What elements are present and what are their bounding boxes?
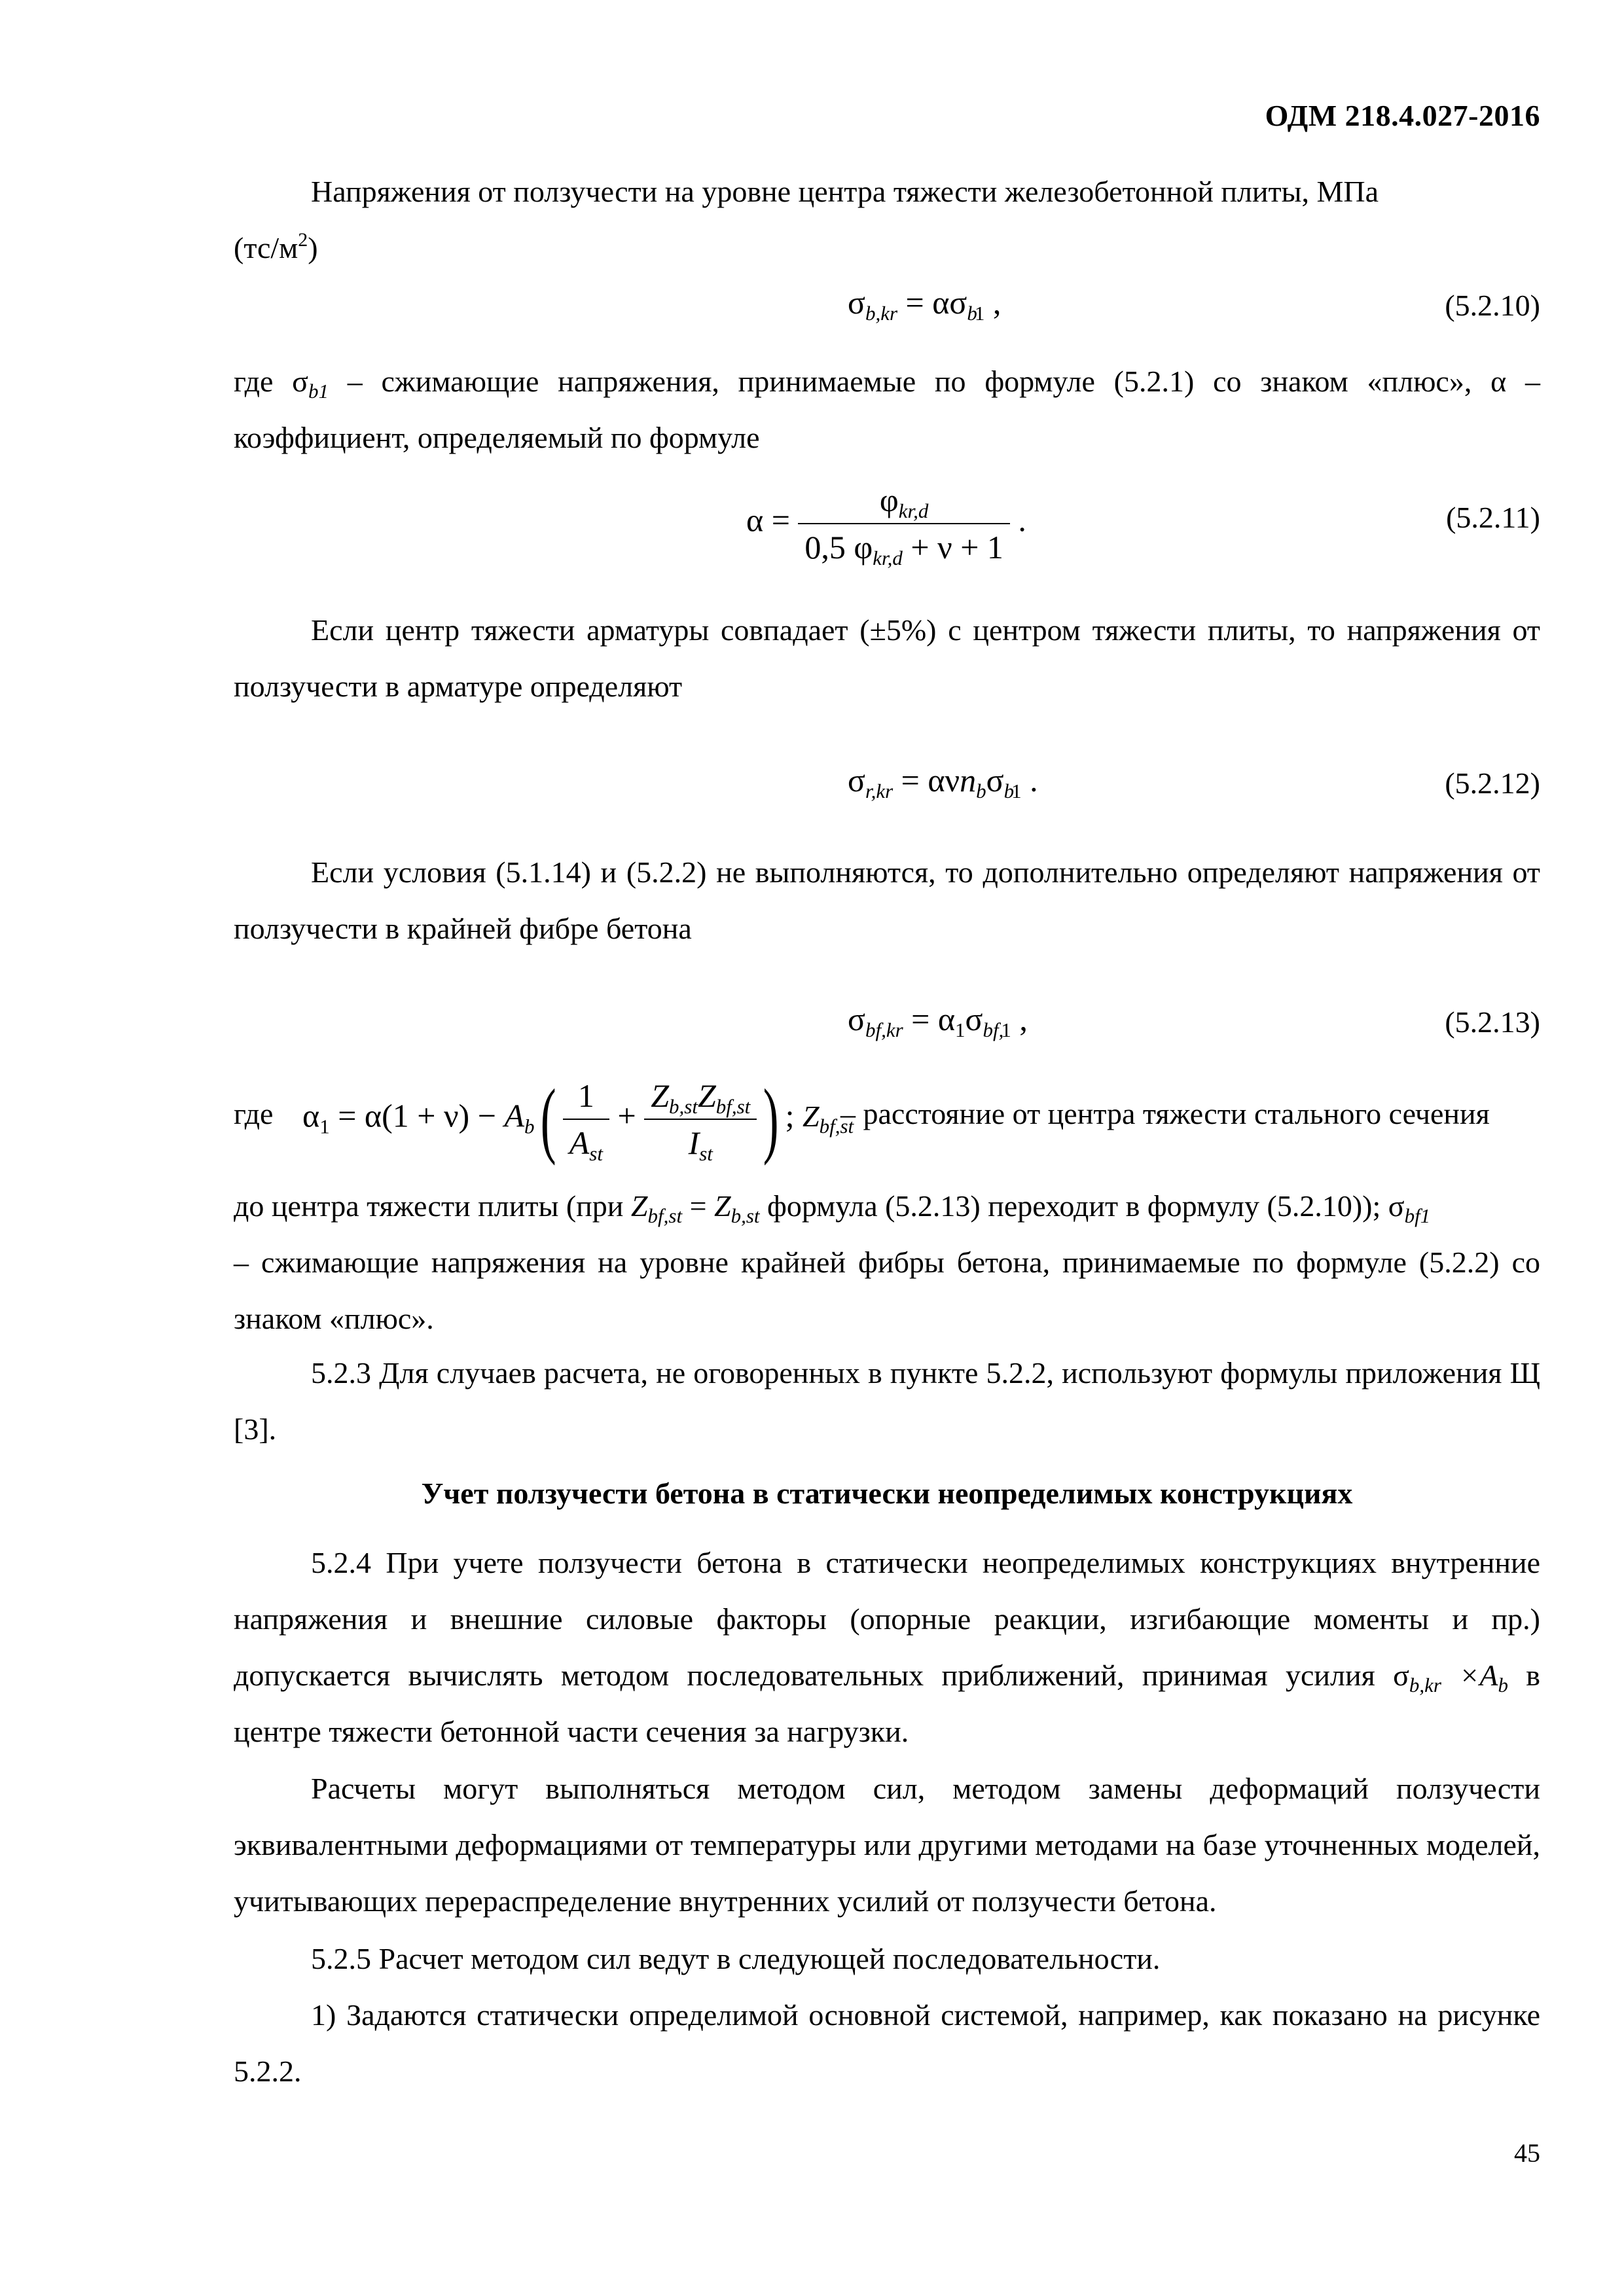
paragraph-alpha1: где $\alpha_1 = \alpha(1 + \nu) - A_b$( $\frac{1}{A_{st}}$ + $\frac{Z_{b,st}Z_{bf,st}}{I_{st}}$ ) ; $Z_{bf,st}$ – расстояние от центра тяжести стального сечения (234, 1072, 1490, 1166)
formula-5-2-13: $\sigma_{bf,kr} = \alpha_1\sigma_{bf,1}$ , (848, 1001, 1028, 1041)
paragraph-conditions: Если условия (5.1.14) и (5.2.2) не выполняются, то дополнительно определяют напряжения от ползучести в крайней фибре бетона (234, 855, 1540, 945)
section-heading: Учет ползучести бетона в статически неопределимых конструкциях (421, 1477, 1353, 1510)
paragraph-methods: Расчеты могут выполняться методом сил, методом замены деформаций ползучести эквивалентными деформациями от температуры или другими методами на базе уточненных моделей, учитывающих перераспределение внутренних усилий от ползучести бетона. (234, 1772, 1540, 1918)
paragraph-creep-stress: Напряжения от ползучести на уровне центра тяжести железобетонной плиты, МПа (311, 175, 1379, 208)
document-code: ОДМ 218.4.027-2016 (1265, 99, 1540, 132)
paragraph-reinforcement: Если центр тяжести арматуры совпадает (±5%) с центром тяжести плиты, то напряжения от ползучести в арматуре определяют (234, 613, 1540, 703)
equation-number: (5.2.13) (1445, 1005, 1540, 1039)
paragraph-compressive-stress: – сжимающие напряжения на уровне крайней фибры бетона, принимаемые по формуле (5.2.2) со знаком «плюс». (234, 1246, 1540, 1335)
paragraph-step-1: 1) Задаются статически определимой основной системой, например, как показано на рисунке 5.2.2. (234, 1998, 1540, 2088)
equation-number: (5.2.11) (1446, 501, 1540, 534)
equation-number: (5.2.10) (1445, 289, 1540, 322)
paragraph-where-sigma-b1: где $\sigma_{b1}$ – сжимающие напряжения, принимаемые по формуле (5.2.1) со знаком «плюс», α – коэффициент, определяемый по формуле (234, 365, 1541, 454)
formula-5-2-11: α = $\frac{\varphi_{kr,d}}{0,5 \varphi_{kr,d} + \nu + 1}$ . (746, 482, 1026, 569)
paragraph-5-2-5: 5.2.5 Расчет методом сил ведут в следующей последовательности. (311, 1942, 1161, 1975)
page-number: 45 (1514, 2138, 1540, 2168)
paragraph-5-2-3: 5.2.3 Для случаев расчета, не оговоренных в пункте 5.2.2, используют формулы приложения Щ [3]. (234, 1356, 1540, 1446)
paragraph-5-2-4: 5.2.4 При учете ползучести бетона в статически неопределимых конструкциях внутренние напряжения и внешние силовые факторы (опорные реакции, изгибающие моменты и пр.) допускается вычислять методом последовательных приближений, принимая усилия $\sigma_{b,kr} \times A_b$ в центре тяжести бетонной части сечения за нагрузки. (234, 1546, 1540, 1748)
equation-number: (5.2.12) (1445, 766, 1540, 800)
paragraph-units: $(тс/м^2)$ (234, 229, 318, 264)
formula-5-2-10: $\sigma_{b,kr} = \alpha\sigma_{b1}$ , (848, 284, 1001, 325)
formula-5-2-12: $\sigma_{r,kr} = \alpha\nu n_b\sigma_{b1}$ . (848, 762, 1038, 802)
formula-alpha1: $\alpha_1 = \alpha(1 + \nu) - A_b$( $\frac{1}{A_{st}}$ + $\frac{Z_{b,st}Z_{bf,st}}{I_{st}}$ ) ; $Z_{bf,st}$ (302, 1072, 854, 1166)
paragraph-plate-center: до центра тяжести плиты (при $Z_{bf,st} = Z_{b,st}$ формула (5.2.13) переходит в формулу (5.2.10)); $\sigma_{bf1}$ (234, 1189, 1431, 1227)
